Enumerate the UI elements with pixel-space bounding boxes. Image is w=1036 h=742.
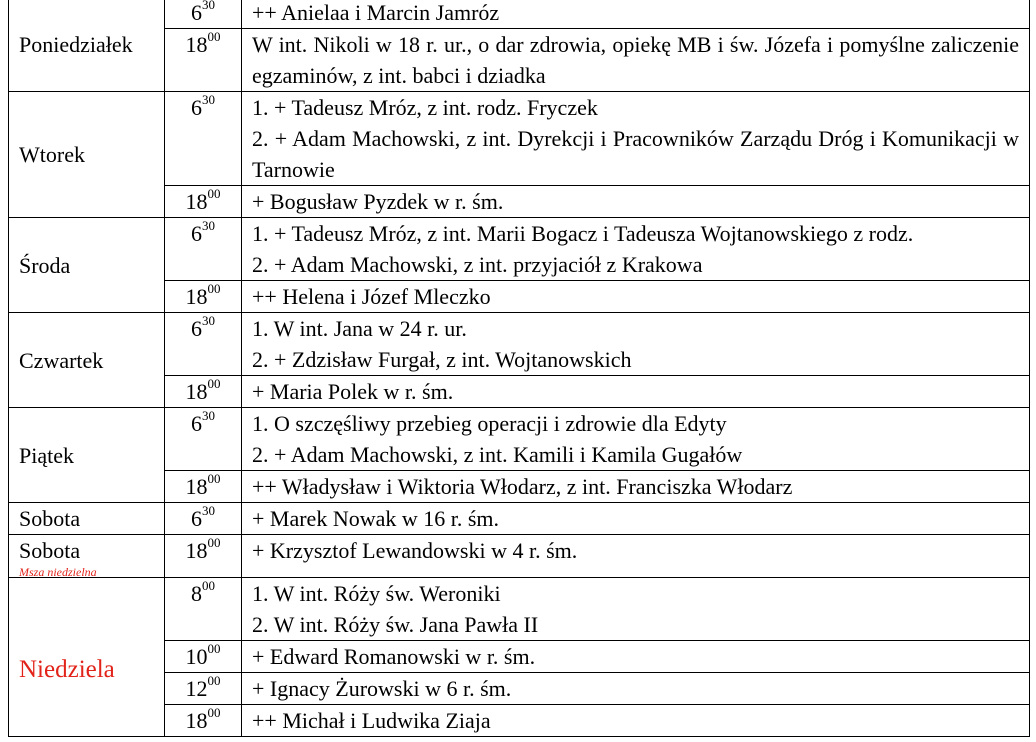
intention-line: 2. W int. Róży św. Jana Pawła II <box>252 612 539 637</box>
time-minute: 00 <box>207 29 221 44</box>
time-minute: 00 <box>207 673 221 688</box>
intention-cell <box>242 535 1030 578</box>
time-cell <box>165 503 242 535</box>
day-cell-sunday <box>9 578 165 737</box>
time-hour: 18 <box>185 708 208 733</box>
time-cell <box>165 535 242 578</box>
time-hour: 18 <box>185 32 208 57</box>
time-hour: 18 <box>185 189 208 214</box>
time-minute: 00 <box>202 578 215 593</box>
time-hour: 6 <box>191 506 202 531</box>
table-row <box>9 578 1030 641</box>
time-cell <box>165 376 242 408</box>
time-cell <box>165 218 242 281</box>
intention-line: + Edward Romanowski w r. śm. <box>252 644 536 669</box>
intention-cell <box>242 281 1030 313</box>
intention-line: 1. + Tadeusz Mróz, z int. Marii Bogacz i Tadeusza Wojtanowskiego z rodz. <box>252 221 914 246</box>
time-hour: 8 <box>191 581 202 606</box>
intention-line: ++ Helena i Józef Mleczko <box>252 284 491 309</box>
time-minute: 30 <box>202 503 215 518</box>
intention-cell <box>242 0 1030 29</box>
time-minute: 30 <box>202 408 215 423</box>
intention-line: 1. O szczęśliwy przebieg operacji i zdrowie dla Edyty <box>252 411 727 436</box>
sunday-mass-note: Msza niedzielna <box>19 565 97 579</box>
table-row <box>9 0 1030 29</box>
time-hour: 6 <box>191 316 202 341</box>
intention-line: + Bogusław Pyzdek w r. śm. <box>252 189 504 214</box>
intention-line: 1. W int. Jana w 24 r. ur. <box>252 316 467 341</box>
time-minute: 00 <box>207 186 221 201</box>
time-cell <box>165 578 242 641</box>
mass-intentions-table <box>8 0 1030 737</box>
time-minute: 30 <box>202 0 215 12</box>
table-row <box>9 218 1030 281</box>
day-cell-friday <box>9 408 165 503</box>
time-cell <box>165 281 242 313</box>
time-minute: 30 <box>202 218 215 233</box>
intention-cell <box>242 578 1030 641</box>
intention-line: 2. + Adam Machowski, z int. Kamili i Kamila Gugałów <box>252 442 743 467</box>
intention-line: 2. + Adam Machowski, z int. Dyrekcji i Pracowników Zarządu Dróg i Komunikacji w Tarnowie <box>252 126 1019 182</box>
day-label: Niedziela <box>19 656 115 683</box>
day-label: Środa <box>19 252 71 278</box>
time-cell <box>165 313 242 376</box>
intention-cell <box>242 641 1030 673</box>
time-hour: 6 <box>191 411 202 436</box>
time-cell <box>165 29 242 92</box>
time-cell <box>165 705 242 737</box>
intention-cell <box>242 92 1030 186</box>
intention-cell <box>242 29 1030 92</box>
table-row <box>9 535 1030 578</box>
day-label: Poniedziałek <box>19 31 133 57</box>
intention-cell <box>242 471 1030 503</box>
day-label: Piątek <box>19 442 74 468</box>
time-cell <box>165 186 242 218</box>
intention-line: + Marek Nowak w 16 r. śm. <box>252 506 500 531</box>
intention-line: ++ Anielaa i Marcin Jamróz <box>252 0 500 25</box>
intention-cell <box>242 218 1030 281</box>
intention-cell <box>242 313 1030 376</box>
time-minute: 30 <box>202 313 215 328</box>
day-cell-wednesday <box>9 218 165 313</box>
table-row <box>9 92 1030 186</box>
intention-line: W int. Nikoli w 18 r. ur., o dar zdrowia, opiekę MB i św. Józefa i pomyślne zaliczenie egzaminów, z int. babci i dziadka <box>252 32 1019 88</box>
intention-line: 1. W int. Róży św. Weroniki <box>252 581 501 606</box>
day-cell-tuesday <box>9 92 165 218</box>
time-hour: 18 <box>185 538 208 563</box>
time-minute: 00 <box>207 705 221 720</box>
time-hour: 6 <box>191 95 202 120</box>
time-cell <box>165 92 242 186</box>
intention-cell <box>242 408 1030 471</box>
table-row <box>9 503 1030 535</box>
day-label: Czwartek <box>19 347 104 373</box>
time-cell <box>165 641 242 673</box>
day-label: Wtorek <box>19 142 85 167</box>
day-label: Sobota <box>19 538 81 563</box>
intention-line: ++ Władysław i Wiktoria Włodarz, z int. Franciszka Włodarz <box>252 474 793 499</box>
time-hour: 18 <box>185 379 208 404</box>
day-label: Sobota <box>19 506 81 531</box>
intention-line: 2. + Zdzisław Furgał, z int. Wojtanowskich <box>252 347 632 372</box>
time-cell <box>165 471 242 503</box>
table-row <box>9 313 1030 376</box>
time-minute: 00 <box>207 376 221 391</box>
time-hour: 18 <box>185 474 208 499</box>
time-cell <box>165 0 242 29</box>
intention-cell <box>242 376 1030 408</box>
day-cell-thursday <box>9 313 165 408</box>
intention-line: + Krzysztof Lewandowski w 4 r. śm. <box>252 538 578 563</box>
time-cell <box>165 673 242 705</box>
intention-line: 1. + Tadeusz Mróz, z int. rodz. Fryczek <box>252 95 598 120</box>
time-minute: 00 <box>207 535 221 550</box>
time-hour: 10 <box>185 644 208 669</box>
table-row <box>9 408 1030 471</box>
time-minute: 00 <box>207 471 221 486</box>
day-cell-saturday <box>9 503 165 535</box>
time-hour: 18 <box>185 284 208 309</box>
time-minute: 30 <box>202 92 215 107</box>
intention-line: + Maria Polek w r. śm. <box>252 379 454 404</box>
intention-line: 2. + Adam Machowski, z int. przyjaciół z Krakowa <box>252 252 703 277</box>
intention-cell <box>242 705 1030 737</box>
intention-cell <box>242 186 1030 218</box>
intention-line: + Ignacy Żurowski w 6 r. śm. <box>252 676 512 701</box>
intention-line: ++ Michał i Ludwika Ziaja <box>252 708 491 733</box>
time-cell <box>165 408 242 471</box>
time-hour: 6 <box>191 221 202 246</box>
time-minute: 00 <box>207 281 221 296</box>
day-cell-saturday-eve <box>9 535 165 578</box>
time-hour: 12 <box>185 676 208 701</box>
time-hour: 6 <box>191 0 202 25</box>
intention-cell <box>242 503 1030 535</box>
time-minute: 00 <box>207 641 221 656</box>
day-cell-monday <box>9 0 165 92</box>
intention-cell <box>242 673 1030 705</box>
